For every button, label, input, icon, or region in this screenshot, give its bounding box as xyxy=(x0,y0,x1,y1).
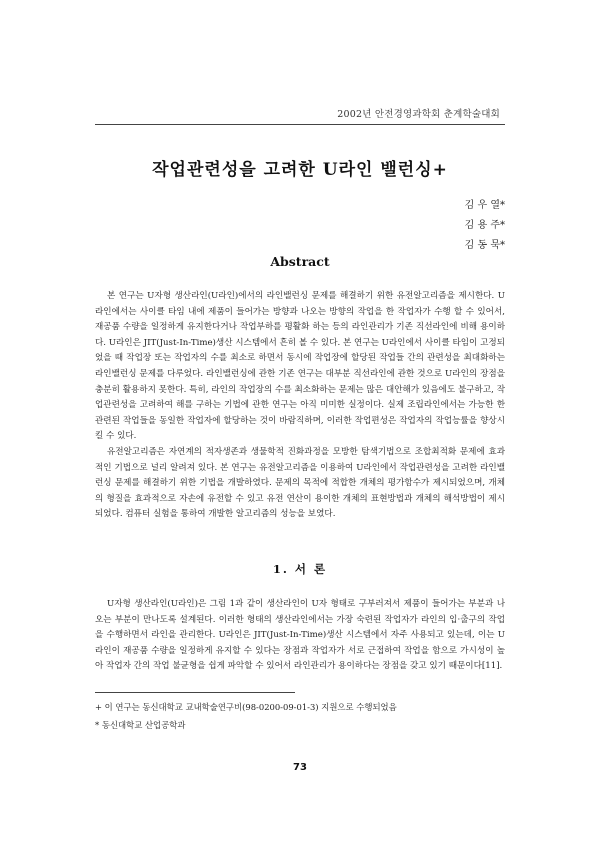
section-heading-intro: 1. 서 론 xyxy=(272,562,328,576)
abstract-body xyxy=(95,289,505,523)
intro-body xyxy=(95,597,505,675)
author-name: 김 우 열* xyxy=(464,200,505,211)
abstract-paragraph: 유전알고리즘은 자연계의 적자생존과 생물학적 진화과정을 모방한 탐색기법으로 조합최적화 문제에 효과적인 기법으로 널리 알려져 있다. 본 연구는 유전알고리즘을 이용하여 U라인에서 작업관련성을 고려한 라인밸런싱 문제를 해결하기 위한 기법을 개발하였다. 문제의 목적에 적합한 개체의 평가함수가 제시되었으며, 개체의 형질을 효과적으로 자손에 유전할 수 있고 유전 연산이 용이한 개체의 표현방법과 개체의 해석방법이 제시되었다. 컴퓨터 실험을 통하여 개발한 알고리즘의 성능을 보였다. xyxy=(95,446,505,520)
author-name: 김 용 주* xyxy=(464,220,505,231)
paper-title: 작업관련성을 고려한 U라인 밸런싱+ xyxy=(152,160,448,180)
page-number: 73 xyxy=(293,762,307,773)
header-rule xyxy=(95,124,505,125)
author-name: 김 동 묵* xyxy=(464,240,505,251)
intro-paragraph: U자형 생산라인(U라인)은 그림 1과 같이 생산라인이 U자 형태로 구부러져서 제품이 들어가는 부분과 나오는 부분이 만나도록 설계된다. 이러한 형태의 생산라인에서는 가장 숙련된 작업자가 라인의 입·출구의 작업을 수행하면서 라인을 관리한다. U라인은 JIT(Just-In-Time)생산 시스템에서 자주 사용되고 있는데, 이는 U라인이 재공품 수량을 일정하게 유지할 수 있다는 장점과 작업자가 서로 근접하여 작업을 함으로 가시성이 높아 작업자 간의 작업 불균형을 쉽게 파악할 수 있어서 라인관리가 용이하다는 장점을 갖고 있기 때문이다[11]. xyxy=(95,599,505,672)
author-list xyxy=(465,196,505,256)
abstract-paragraph: 본 연구는 U자형 생산라인(U라인)에서의 라인밸런싱 문제를 해결하기 위한 유전알고리즘을 제시한다. U라인에서는 사이클 타임 내에 제품이 들어가는 방향과 나오는 방향의 작업을 한 작업자가 수행 할 수 있어서, 재공품 수량을 일정하게 유지한다거나 작업부하를 평활화 하는 등의 라인관리가 기존 직선라인에 비해 용이하다. U라인은 JIT(Just-In-Time)생산 시스템에서 흔히 볼 수 있다. 본 연구는 U라인에서 사이클 타임이 고정되었을 때 작업장 또는 작업자의 수를 최소로 하면서 동시에 작업장에 할당된 작업들 간의 관련성을 최대화하는 라인밸런싱 문제를 다루었다. 라인밸런싱에 관한 기존 연구는 대부분 직선라인에 관한 것으로 U라인의 장점을 충분히 활용하지 못한다. 특히, 라인의 작업장의 수를 최소화하는 문제는 많은 대안해가 있음에도 불구하고, 작업관련성을 고려하여 해를 구하는 기법에 관한 연구는 아직 미미한 실정이다. 실제 조립라인에서는 가능한 한 관련된 작업들을 동일한 작업자에 할당하는 것이 바람직하며, 이러한 작업편성은 작업자의 작업능률을 향상시킬 수 있다. xyxy=(95,291,505,442)
footnote-rule xyxy=(95,692,295,693)
abstract-heading: Abstract xyxy=(270,254,330,269)
footnote-affiliation: * 동신대학교 산업공학과 xyxy=(95,720,186,730)
footnote-funding: + 이 연구는 동신대학교 교내학술연구비(98-0200-09-01-3) 지원으로 수행되었음 xyxy=(95,702,397,712)
footnotes xyxy=(95,698,397,734)
conference-header: 2002년 안전경영과학회 춘계학술대회 xyxy=(337,109,500,120)
